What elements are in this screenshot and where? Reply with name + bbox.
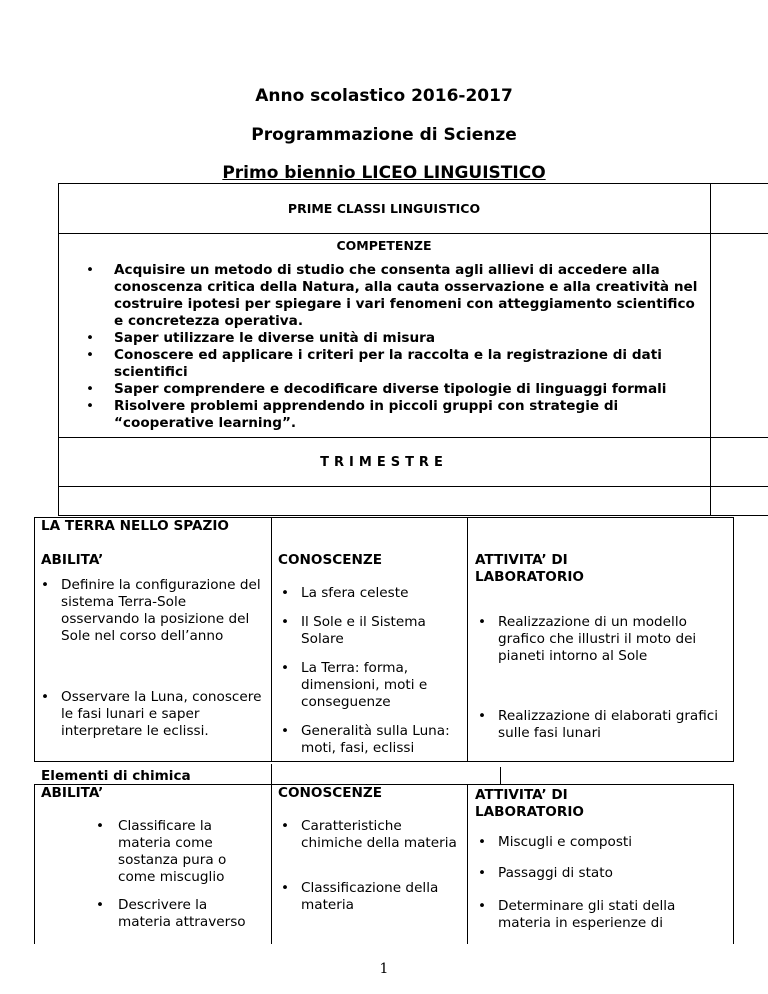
section2-conoscenze-label: CONOSCENZE — [278, 785, 383, 801]
section1-attivita-label: ATTIVITA’ DI LABORATORIO — [475, 552, 584, 585]
list-item: • Il Sole e il Sistema Solare — [281, 614, 426, 647]
title-programme: Programmazione di Scienze — [251, 125, 517, 145]
section2-attivita-label: ATTIVITA’ DI LABORATORIO — [475, 787, 584, 820]
competenze-list — [66, 262, 708, 432]
list-item: • Passaggi di stato — [478, 865, 613, 881]
list-item: • Realizzazione di un modello grafico che illustri il moto dei pianeti intorno al Sole — [478, 614, 697, 664]
list-item: • Generalità sulla Luna: moti, fasi, eclissi — [281, 723, 450, 756]
list-item: • Caratteristiche chimiche della materia — [281, 818, 457, 851]
list-item: • Descrivere la materia attraverso — [96, 897, 246, 930]
list-item: • Realizzazione di elaborati grafici sulle fasi lunari — [478, 708, 719, 741]
list-item: • Miscugli e composti — [478, 834, 633, 850]
trimestre-label: TRIMESTRE — [320, 455, 448, 470]
section1-title: LA TERRA NELLO SPAZIO — [41, 518, 229, 534]
section1-conoscenze-label: CONOSCENZE — [278, 552, 383, 568]
page-number: 1 — [379, 961, 389, 977]
list-item: • La sfera celeste — [281, 585, 409, 601]
section1-abilita-label: ABILITA’ — [41, 552, 104, 568]
table-header: PRIME CLASSI LINGUISTICO — [287, 201, 481, 216]
section2-abilita-label: ABILITA’ — [41, 785, 104, 801]
title-course: Primo biennio LICEO LINGUISTICO — [222, 163, 546, 183]
section2-title: Elementi di chimica — [41, 768, 191, 784]
list-item: • Conoscere ed applicare i criteri per la raccolta e la registrazione di dati scientifici — [66, 347, 708, 381]
list-item: • Classificare la materia come sostanza pura o come miscuglio — [96, 818, 227, 885]
list-item: • Saper comprendere e decodificare diverse tipologie di linguaggi formali — [66, 381, 708, 398]
list-item: • Definire la configurazione del sistema Terra-Sole osservando la posizione del Sole nel corso dell’anno — [41, 577, 261, 644]
list-item: • Risolvere problemi apprendendo in piccoli gruppi con strategie di “cooperative learning”. — [66, 398, 708, 432]
title-school-year: Anno scolastico 2016-2017 — [255, 86, 513, 106]
list-item: • Classificazione della materia — [281, 880, 439, 913]
list-item: • La Terra: forma, dimensioni, moti e conseguenze — [281, 660, 428, 710]
list-item: • Determinare gli stati della materia in esperienze di — [478, 898, 676, 931]
list-item: • Osservare la Luna, conoscere le fasi lunari e saper interpretare le eclissi. — [41, 689, 262, 739]
competenze-title: COMPETENZE — [336, 238, 432, 253]
list-item: • Acquisire un metodo di studio che consenta agli allievi di accedere alla conoscenza critica della Natura, alla cauta osservazione e alla creatività nel costruire ipotesi per spiegare i vari fenomeni con atteggiamento scientifico e concretezza operativa. — [66, 262, 708, 330]
list-item: • Saper utilizzare le diverse unità di misura — [66, 330, 708, 347]
